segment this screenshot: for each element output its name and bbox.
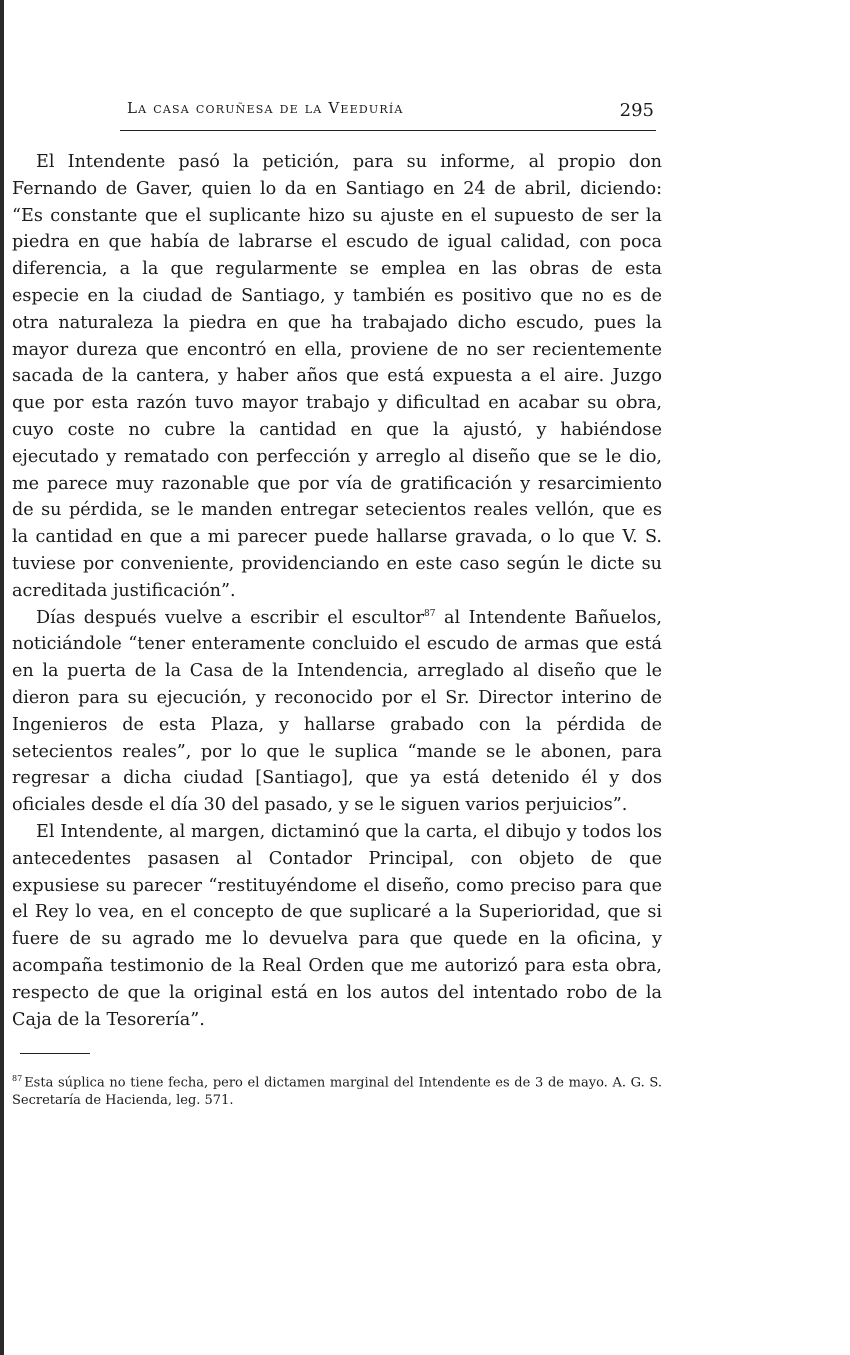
running-header xyxy=(12,95,662,125)
binding-edge xyxy=(0,0,4,1355)
body-text xyxy=(12,149,662,1033)
running-title: La casa coruñesa de la Veeduría xyxy=(127,99,404,117)
paragraph-2-rest: al Intendente Bañuelos, noticiándole “tener enteramente concluido el escudo de armas que está en la puerta de la Casa de la Intendencia, arreglado al diseño que le dieron para su ejecución, y reconocido por el Sr. Director interino de Ingenieros de esta Plaza, y hallarse grabado con la pérdida de setecientos reales”, por lo que le suplica “mande se le abonen, para regresar a dicha ciudad [Santiago], que ya está detenido él y dos oficiales desde el día 30 del pasado, y se le siguen varios perjuicios”. xyxy=(12,607,662,816)
header-rule xyxy=(120,130,656,131)
footnote-rule xyxy=(20,1053,90,1054)
footnote-mark: 87 xyxy=(12,1074,23,1084)
footnote-reference: 87 xyxy=(424,608,436,619)
page-number: 295 xyxy=(619,100,654,121)
footnote xyxy=(12,1070,662,1108)
paragraph-3: El Intendente, al margen, dictaminó que la carta, el dibujo y todos los antecedentes pasasen al Contador Principal, con objeto de que expusiese su parecer “restituyéndome el diseño, como preciso para que el Rey lo vea, en el concepto de que suplicaré a la Superioridad, que si fuere de su agrado me lo devuelva para que quede en la oficina, y acompaña testimonio de la Real Orden que me autorizó para esta obra, respecto de que la original está en los autos del intentado robo de la Caja de la Tesorería”. xyxy=(12,821,662,1030)
paragraph-2-start: Días después vuelve a escribir el escultor xyxy=(36,607,425,628)
book-page xyxy=(12,95,662,1109)
paragraph-1: El Intendente pasó la petición, para su informe, al propio don Fernando de Gaver, quien lo da en Santiago en 24 de abril, diciendo: “Es constante que el suplicante hizo su ajuste en el supuesto de ser la piedra en que había de labrarse el escudo de igual calidad, con poca diferencia, a la que regularmente se emplea en las obras de esta especie en la ciudad de Santiago, y también es positivo que no es de otra naturaleza la piedra en que ha trabajado dicho escudo, pues la mayor dureza que encontró en ella, proviene de no ser recientemente sacada de la cantera, y haber años que está expuesta a el aire. Juzgo que por esta razón tuvo mayor trabajo y dificultad en acabar su obra, cuyo coste no cubre la cantidad en que la ajustó, y habiéndose ejecutado y rematado con perfección y arreglo al diseño que se le dio, me parece muy razonable que por vía de gratificación y resarcimiento de su pérdida, se le manden entregar setecientos reales vellón, que es la cantidad en que a mi parecer puede hallarse gravada, o lo que V. S. tuviese por conveniente, providenciando en este caso según le dicte su acreditada justificación”. xyxy=(12,152,662,601)
paragraph-2 xyxy=(12,605,662,819)
footnote-text: Esta súplica no tiene fecha, pero el dictamen marginal del Intendente es de 3 de mayo. A. G. S. Secretaría de Hacienda, leg. 571. xyxy=(12,1075,662,1108)
